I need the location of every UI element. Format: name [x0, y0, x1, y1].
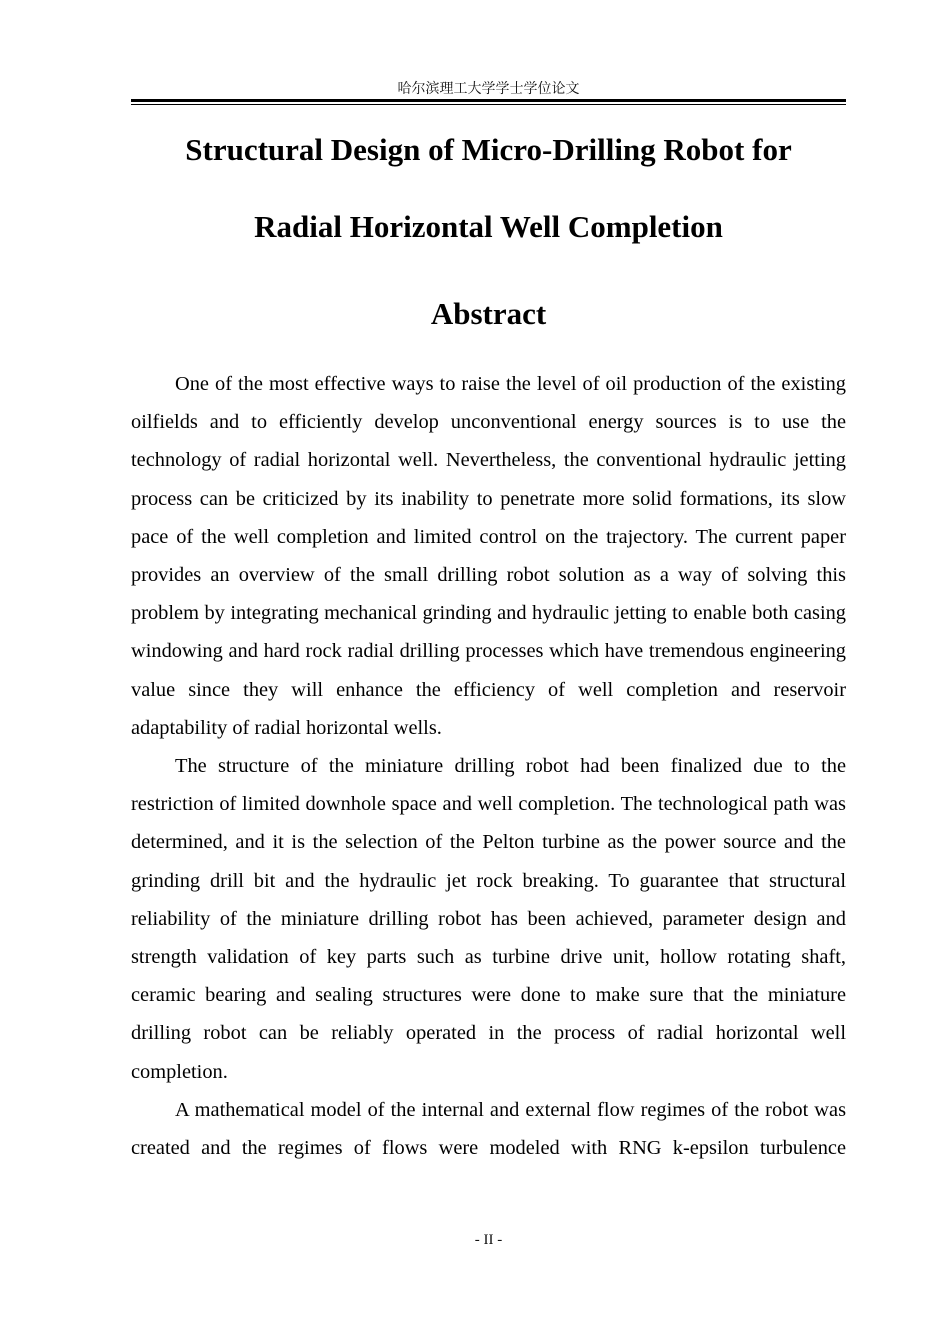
abstract-paragraph-2: The structure of the miniature drilling robot had been finalized due to the restriction of limited downhole space and well completion. The technological path was determined, and it is the selection of the Pelton turbine as the power source and the grinding drill bit and the hydraulic jet rock breaking. To guarantee that structural reliability of the miniature drilling robot has been achieved, parameter design and strength validation of key parts such as turbine drive unit, hollow rotating shaft, ceramic bearing and sealing structures were done to make sure that the miniature drilling robot can be reliably operated in the process of radial horizontal well completion.: [131, 755, 846, 1083]
abstract-heading: Abstract: [430, 296, 547, 331]
header-rule-thin: [131, 104, 846, 105]
page-number: - II -: [474, 1232, 503, 1248]
header-rule-thick: [131, 99, 846, 102]
title-line-1: Structural Design of Micro-Drilling Robot for: [185, 132, 792, 167]
running-header: 哈尔滨理工大学学士学位论文: [397, 81, 580, 97]
abstract-body: [131, 365, 846, 1167]
abstract-paragraph-3: A mathematical model of the internal and external flow regimes of the robot was created and the regimes of flows were modeled with RNG k-epsilon turbulence: [131, 1098, 846, 1160]
title-line-2: Radial Horizontal Well Completion: [254, 209, 723, 244]
abstract-paragraph-1: One of the most effective ways to raise the level of oil production of the existing oilfields and to efficiently develop unconventional energy sources is to use the technology of radial horizontal well. Nevertheless, the conventional hydraulic jetting process can be criticized by its inability to penetrate more solid formations, its slow pace of the well completion and limited control on the trajectory. The current paper provides an overview of the small drilling robot solution as a way of solving this problem by integrating mechanical grinding and hydraulic jetting to enable both casing windowing and hard rock radial drilling processes which have tremendous engineering value since they will enhance the efficiency of well completion and reservoir adaptability of radial horizontal wells.: [131, 373, 846, 739]
